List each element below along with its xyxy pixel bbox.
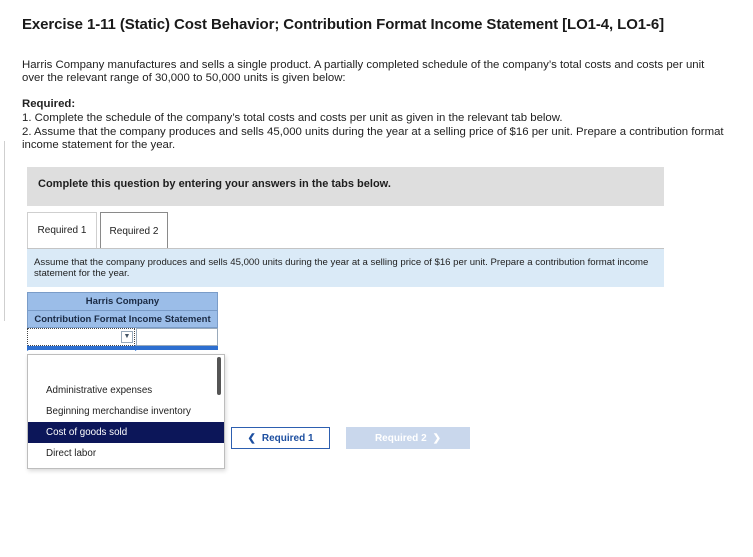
company-name: Harris Company	[85, 296, 160, 307]
tab-required-2[interactable]: Required 2	[100, 212, 168, 249]
intro-text: Harris Company manufactures and sells a single product. A partially completed schedule of the company’s total costs and costs per unit over the relevant range of 30,000 to 50,000 units is given below:	[22, 59, 705, 84]
dropdown-option-direct-labor[interactable]: Direct labor	[46, 448, 97, 459]
statement-title: Contribution Format Income Statement	[34, 314, 211, 325]
banner-text: Complete this question by entering your answers in the tabs below.	[38, 178, 391, 190]
row-marker-right-icon	[135, 345, 140, 351]
instructions-banner	[27, 167, 664, 206]
line-item-dropdown[interactable]	[27, 354, 225, 469]
next-tab-label: Required 2	[374, 432, 427, 444]
tab-required-1[interactable]: Required 1	[27, 212, 97, 248]
required-item-1: 1. Complete the schedule of the company’s total costs and costs per unit as given in the relevant tab below.	[22, 112, 563, 124]
left-edge-divider	[0, 141, 5, 321]
line-item-amount-input[interactable]	[136, 328, 218, 346]
dropdown-option-beginning-merchandise-inventory[interactable]: Beginning merchandise inventory	[46, 406, 191, 417]
row-marker-left-icon	[27, 345, 32, 351]
required-item-2: 2. Assume that the company produces and sells 45,000 units during the year at a selling price of $16 per unit. Prepare a contribution format income statement for the year.	[22, 126, 724, 151]
dropdown-option-cost-of-goods-sold[interactable]: Cost of goods sold	[28, 422, 224, 443]
chevron-left-icon: ❮	[247, 432, 256, 444]
income-statement-header	[27, 292, 218, 328]
required-heading: Required:	[22, 98, 76, 110]
dropdown-scrollbar[interactable]	[217, 357, 221, 395]
header-divider	[28, 310, 217, 311]
active-row-indicator	[27, 346, 218, 350]
chevron-right-icon: ❯	[432, 432, 442, 444]
next-tab-button[interactable]	[346, 427, 470, 449]
chevron-down-icon[interactable]: ▼	[121, 331, 133, 343]
line-item-select[interactable]	[27, 328, 135, 346]
page-title: Exercise 1-11 (Static) Cost Behavior; Contribution Format Income Statement [LO1-4, LO1-6]	[22, 16, 665, 33]
dropdown-option-administrative-expenses[interactable]: Administrative expenses	[46, 385, 153, 396]
tab-instruction: Assume that the company produces and sells 45,000 units during the year at a selling price of $16 per unit. Prepare a contribution format income statement for the year.	[27, 249, 664, 287]
previous-tab-button[interactable]	[231, 427, 330, 449]
previous-tab-label: Required 1	[261, 432, 314, 444]
